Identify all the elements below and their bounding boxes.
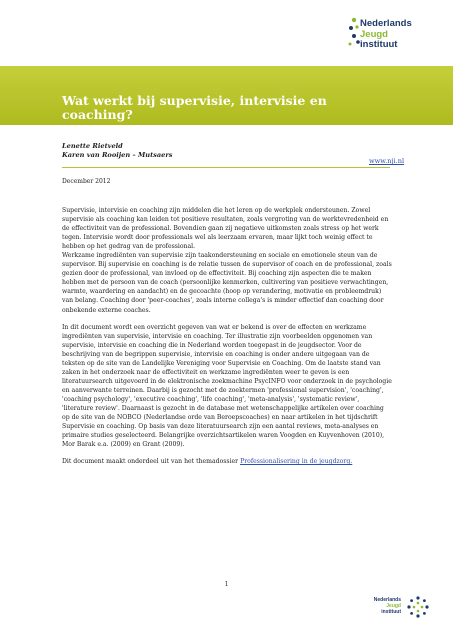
- footer-logo-line-3: instituut: [381, 609, 401, 615]
- logo-line-3: instituut: [360, 39, 398, 50]
- document-body: [62, 206, 392, 466]
- paragraph-1: Supervisie, intervisie en coaching zijn middelen die het leren op de werkplek ondersteunen. Zowel supervisie als coaching kan leiden tot positieve resultaten, zoals vergroting van de werktevredenheid en de effectiviteit van de professional. Bovendien gaan zij negatieve uitkomsten zoals stress op het werk tegen. Intervisie wordt door professionals wel als leerzaam ervaren, maar lijkt toch weinig effect te hebben op het gedrag van de professional.: [62, 207, 389, 251]
- divider: [62, 167, 390, 168]
- logo-text: [360, 19, 412, 51]
- paragraph-gap: [62, 449, 392, 457]
- themadossier-link[interactable]: Professionalisering in de jeugdzorg.: [240, 458, 353, 466]
- footer-logo-mark-icon: [405, 594, 431, 620]
- footer-logo-text: [361, 597, 401, 615]
- publication-date: December 2012: [62, 178, 111, 185]
- author-1: Lenette Rietveld: [62, 142, 123, 150]
- document-title: Wat werkt bij supervisie, intervisie en coaching?: [62, 93, 327, 122]
- paragraph-3: In dit document wordt een overzicht gegeven van wat er bekend is over de effecten en werkzame ingrediënten van supervisie, intervisie en coaching. Ter illustratie zijn voorbeelden opgenomen van supervisie, intervisie en coaching die in Nederland worden toegepast in de jeugdsector. Voor de beschrijving van de begrippen supervisie, intervisie en coaching is onder andere uitgegaan van de teksten op de site van de Landelijke Vereniging voor Supervisie en Coaching. Om de laatste stand van zaken in het onderzoek naar de effectiviteit en werkzame ingrediënten weer te geven is een literatuursearch uitgevoerd in de elektronische zoekmachine PsycINFO voor onderzoek in de psychologie en aanverwante terreinen. Daarbij is gezocht met de zoektermen 'professional supervision', 'coaching', 'coaching psychology', 'executive coaching', 'life coaching', 'meta-analysis', 'systematic review', 'literature review'. Daarnaast is gezocht in de database met wetenschappelijke artikelen over coaching op de site van de NOBCO (Nederlandse orde van Beroepscoaches) en naar artikelen in het tijdschrift Supervisie en coaching. Op basis van deze literatuursearch zijn een aantal reviews, meta-analyses en primaire studies geselecteerd. Belangrijke overzichtsartikelen waren Voogden en Kuyvenhoven (2010), Mor Barak e.a. (2009) en Grant (2009).: [62, 323, 392, 449]
- logo-line-1: Nederlands: [360, 18, 412, 29]
- page-number: 1: [224, 581, 229, 588]
- paragraph-gap: [62, 315, 392, 323]
- footer-logo-line-1: Nederlands: [373, 597, 401, 603]
- author-2: Karen van Rooijen – Mutsaers: [62, 151, 173, 159]
- paragraph-4: [62, 457, 392, 466]
- logo-mark-icon: [347, 14, 361, 54]
- footer-logo: [361, 593, 436, 623]
- website-link[interactable]: www.nji.nl: [369, 157, 405, 165]
- nji-logo: [347, 8, 447, 74]
- paragraph-4-text: Dit document maakt onderdeel uit van het themadossier: [62, 458, 241, 466]
- paragraph-2: Werkzame ingrediënten van supervisie zijn taakondersteuning en sociale en emotionele steun van de supervisor. Bij supervisie en coaching is de relatie tussen de supervisor of coach en de professional, zoals gezien door de professional, van invloed op de effectiviteit. Bij coaching zijn aspecten die te maken hebben met de persoon van de coach (persoonlijke kenmerken, cultivering van positieve verwachtingen, warmte, waardering en aandacht) en de gecoachte (hoop op verandering, motivatie en probleemdruk) van belang. Coaching door 'peer-coaches', zoals interne collega's is minder effectief dan coaching door onbekende externe coaches.: [62, 252, 392, 314]
- authors: [62, 142, 173, 160]
- footer-logo-line-2: Jeugd: [386, 603, 401, 609]
- logo-line-2: Jeugd: [360, 28, 388, 40]
